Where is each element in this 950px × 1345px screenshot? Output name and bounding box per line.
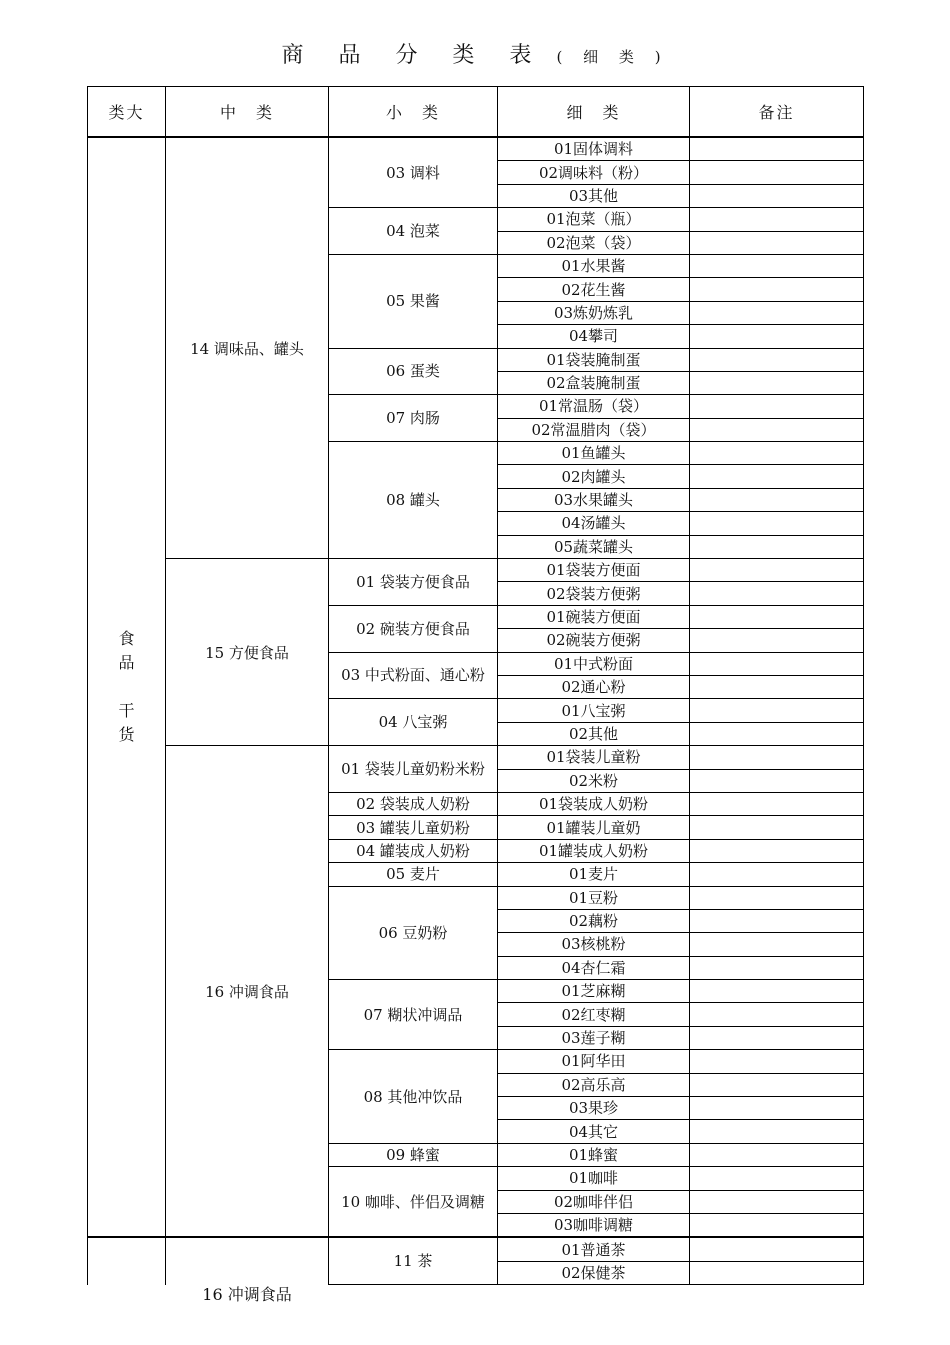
fine-category-cell: 02其他 [498, 722, 690, 745]
fine-category-cell: 02通心粉 [498, 675, 690, 698]
fine-category-cell: 03炼奶炼乳 [498, 301, 690, 324]
classification-table [87, 86, 864, 1285]
note-cell [690, 325, 864, 348]
note-cell [690, 1237, 864, 1261]
fine-category-cell: 01蜂蜜 [498, 1143, 690, 1166]
sub-category-cell: 09 蜂蜜 [329, 1143, 498, 1166]
note-cell [690, 231, 864, 254]
fine-category-cell: 02肉罐头 [498, 465, 690, 488]
note-cell [690, 863, 864, 886]
note-cell [690, 1167, 864, 1190]
sub-category-cell: 08 罐头 [329, 442, 498, 559]
fine-category-cell: 02花生酱 [498, 278, 690, 301]
fine-category-cell: 02咖啡伴侣 [498, 1190, 690, 1213]
fine-category-cell: 02调味料（粉） [498, 161, 690, 184]
table-row [88, 137, 864, 161]
fine-category-cell: 01豆粉 [498, 886, 690, 909]
note-cell [690, 512, 864, 535]
note-cell [690, 371, 864, 394]
fine-category-cell: 02高乐高 [498, 1073, 690, 1096]
note-cell [690, 1026, 864, 1049]
fine-category-cell: 03水果罐头 [498, 488, 690, 511]
note-cell [690, 1073, 864, 1096]
header-mid: 中 类 [166, 87, 329, 138]
note-cell [690, 1190, 864, 1213]
sub-category-cell: 04 泡菜 [329, 208, 498, 255]
table-row [88, 1237, 864, 1261]
note-cell [690, 675, 864, 698]
header-fine: 细 类 [498, 87, 690, 138]
fine-category-cell: 01八宝粥 [498, 699, 690, 722]
note-cell [690, 605, 864, 628]
fine-category-cell: 02藕粉 [498, 909, 690, 932]
sub-category-cell: 07 肉肠 [329, 395, 498, 442]
major-category-cell [88, 137, 166, 1237]
fine-category-cell: 04汤罐头 [498, 512, 690, 535]
note-cell [690, 629, 864, 652]
sub-category-cell: 01 袋装方便食品 [329, 559, 498, 606]
header-note: 备注 [690, 87, 864, 138]
sub-category-cell: 05 麦片 [329, 863, 498, 886]
fine-category-cell: 01芝麻糊 [498, 980, 690, 1003]
note-cell [690, 535, 864, 558]
page-title: 商 品 分 类 表 [281, 43, 546, 68]
fine-category-cell: 03莲子糊 [498, 1026, 690, 1049]
note-cell [690, 980, 864, 1003]
fine-category-cell: 02常温腊肉（袋） [498, 418, 690, 441]
fine-category-cell: 02盒装腌制蛋 [498, 371, 690, 394]
note-cell [690, 161, 864, 184]
sub-category-cell: 06 蛋类 [329, 348, 498, 395]
sub-category-cell: 02 袋装成人奶粉 [329, 792, 498, 815]
fine-category-cell: 01袋装成人奶粉 [498, 792, 690, 815]
fine-category-cell: 02碗装方便粥 [498, 629, 690, 652]
fine-category-cell: 01袋装方便面 [498, 559, 690, 582]
note-cell [690, 1120, 864, 1143]
note-cell [690, 699, 864, 722]
fine-category-cell: 01常温肠（袋） [498, 395, 690, 418]
fine-category-cell: 03其他 [498, 184, 690, 207]
fine-category-cell: 01咖啡 [498, 1167, 690, 1190]
table-body [88, 137, 864, 1285]
sub-category-cell: 03 中式粉面、通心粉 [329, 652, 498, 699]
fine-category-cell: 04杏仁霜 [498, 956, 690, 979]
fine-category-cell: 01中式粉面 [498, 652, 690, 675]
note-cell [690, 418, 864, 441]
fine-category-cell: 01罐装儿童奶 [498, 816, 690, 839]
fine-category-cell: 01泡菜（瓶） [498, 208, 690, 231]
table-row [88, 559, 864, 582]
note-cell [690, 137, 864, 161]
major-category-label: 食品 干货 [118, 629, 135, 745]
fine-category-cell: 01碗装方便面 [498, 605, 690, 628]
sub-category-cell: 08 其他冲饮品 [329, 1050, 498, 1144]
sub-category-cell: 07 糊状冲调品 [329, 980, 498, 1050]
note-cell [690, 559, 864, 582]
fine-category-cell: 01袋装腌制蛋 [498, 348, 690, 371]
note-cell [690, 1050, 864, 1073]
mid-category-cell: 15 方便食品 [166, 559, 329, 746]
page-title-block [0, 38, 950, 69]
note-cell [690, 348, 864, 371]
sub-category-cell: 03 调料 [329, 137, 498, 208]
note-cell [690, 582, 864, 605]
note-cell [690, 278, 864, 301]
major-category-cell-continued [88, 1237, 166, 1284]
fine-category-cell: 02袋装方便粥 [498, 582, 690, 605]
sub-category-cell: 05 果酱 [329, 254, 498, 348]
fine-category-cell: 02泡菜（袋） [498, 231, 690, 254]
fine-category-cell: 03咖啡调糖 [498, 1213, 690, 1237]
fine-category-cell: 01水果酱 [498, 254, 690, 277]
note-cell [690, 769, 864, 792]
fine-category-cell: 02红枣糊 [498, 1003, 690, 1026]
note-cell [690, 746, 864, 769]
fine-category-cell: 01鱼罐头 [498, 442, 690, 465]
table-header-row [88, 87, 864, 138]
note-cell [690, 254, 864, 277]
note-cell [690, 1003, 864, 1026]
note-cell [690, 956, 864, 979]
fine-category-cell: 02保健茶 [498, 1261, 690, 1284]
note-cell [690, 816, 864, 839]
fine-category-cell: 01固体调料 [498, 137, 690, 161]
fine-category-cell: 05蔬菜罐头 [498, 535, 690, 558]
fine-category-cell: 01普通茶 [498, 1237, 690, 1261]
fine-category-cell: 02米粉 [498, 769, 690, 792]
sub-category-cell: 04 八宝粥 [329, 699, 498, 746]
sub-category-cell: 06 豆奶粉 [329, 886, 498, 980]
sub-category-cell: 01 袋装儿童奶粉米粉 [329, 746, 498, 793]
note-cell [690, 886, 864, 909]
fine-category-cell: 01袋装儿童粉 [498, 746, 690, 769]
sub-category-cell: 04 罐装成人奶粉 [329, 839, 498, 862]
fine-category-cell: 01麦片 [498, 863, 690, 886]
note-cell [690, 301, 864, 324]
note-cell [690, 465, 864, 488]
note-cell [690, 1213, 864, 1237]
note-cell [690, 208, 864, 231]
fine-category-cell: 04攀司 [498, 325, 690, 348]
sub-category-cell: 02 碗装方便食品 [329, 605, 498, 652]
mid-category-cell-continued [166, 1237, 329, 1284]
note-cell [690, 184, 864, 207]
sub-category-cell: 03 罐装儿童奶粉 [329, 816, 498, 839]
note-cell [690, 395, 864, 418]
note-cell [690, 652, 864, 675]
fine-category-cell: 03果珍 [498, 1097, 690, 1120]
fine-category-cell: 03核桃粉 [498, 933, 690, 956]
note-cell [690, 933, 864, 956]
note-cell [690, 722, 864, 745]
header-sub: 小 类 [329, 87, 498, 138]
page-subtitle: ( 细 类 ) [556, 48, 669, 66]
mid-category-cell: 16 冲调食品 [166, 746, 329, 1238]
note-cell [690, 839, 864, 862]
fine-category-cell: 04其它 [498, 1120, 690, 1143]
note-cell [690, 1261, 864, 1284]
note-cell [690, 909, 864, 932]
mid-category-cell: 14 调味品、罐头 [166, 137, 329, 559]
fine-category-cell: 01阿华田 [498, 1050, 690, 1073]
header-major: 类大 [88, 87, 166, 138]
note-cell [690, 1097, 864, 1120]
fine-category-cell: 01罐装成人奶粉 [498, 839, 690, 862]
continuation-mid-label: 16 冲调食品 [202, 1285, 292, 1304]
sub-category-cell: 10 咖啡、伴侣及调糖 [329, 1167, 498, 1238]
note-cell [690, 1143, 864, 1166]
table-row [88, 746, 864, 769]
note-cell [690, 442, 864, 465]
note-cell [690, 488, 864, 511]
sub-category-cell: 11 茶 [329, 1237, 498, 1284]
note-cell [690, 792, 864, 815]
